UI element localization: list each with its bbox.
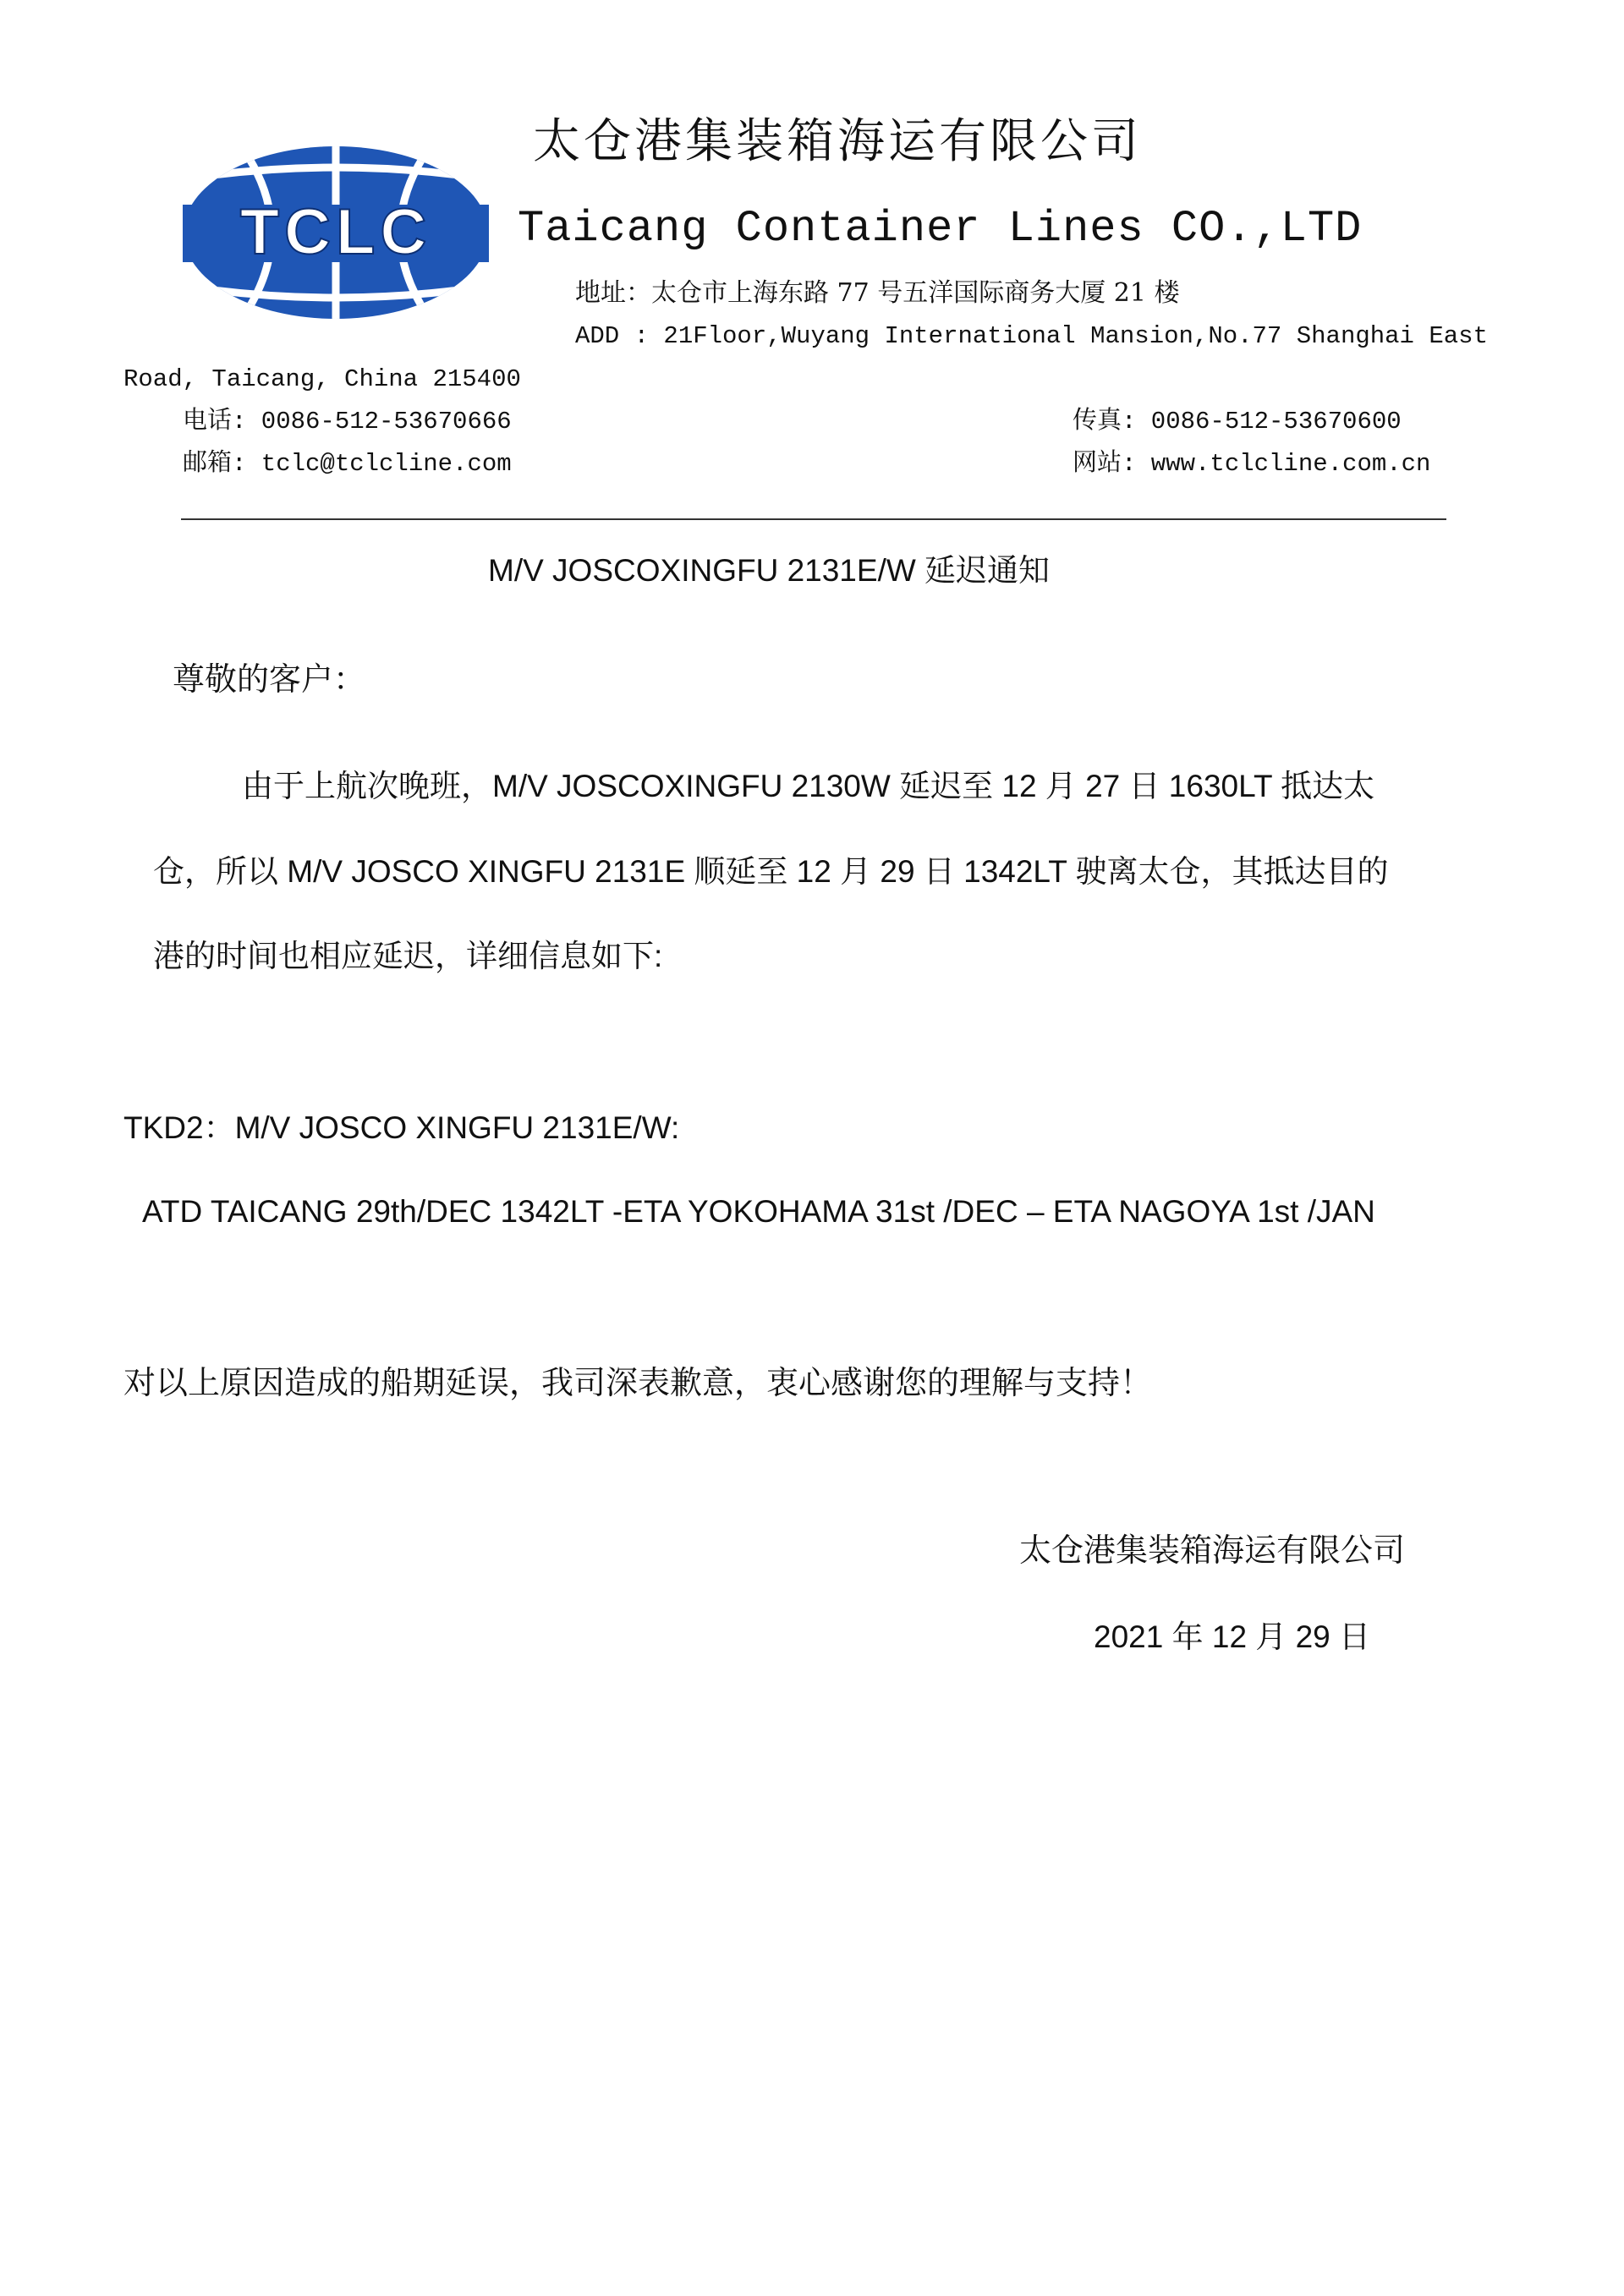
greeting: 尊敬的客户：: [173, 662, 366, 698]
paragraph-line-1: 由于上航次晚班，M/V JOSCOXINGFU 2130W 延迟至 12 月 27 日 1630LT 抵达太: [242, 769, 1375, 803]
address-en-line2: Road, Taicang, China 215400: [123, 365, 521, 393]
company-name-en: Taicang Container Lines CO.,LTD: [518, 204, 1363, 254]
telephone: 电话: 0086-512-53670666: [183, 408, 512, 436]
paragraph-line-2: 仓，所以 M/V JOSCO XINGFU 2131E 顺延至 12 月 29 日 1342LT 驶离太仓，其抵达目的: [153, 854, 1389, 889]
closing-text: 对以上原因造成的船期延误，我司深表歉意，衷心感谢您的理解与支持！: [123, 1366, 1153, 1401]
header-divider: [181, 518, 1446, 520]
address-cn: 地址：太仓市上海东路 77 号五洋国际商务大厦 21 楼: [575, 278, 1180, 308]
fax: 传真: 0086-512-53670600: [1073, 408, 1402, 436]
notice-title: M/V JOSCOXINGFU 2131E/W 延迟通知: [488, 553, 1051, 588]
website: 网站: www.tclcline.com.cn: [1073, 450, 1431, 478]
company-name-cn: 太仓港集装箱海运有限公司: [533, 114, 1142, 169]
service-line: TKD2：M/V JOSCO XINGFU 2131E/W:: [123, 1110, 680, 1145]
schedule-line: ATD TAICANG 29th/DEC 1342LT -ETA YOKOHAMA 31st /DEC – ETA NAGOYA 1st /JAN: [142, 1194, 1375, 1229]
tclc-logo: [183, 145, 489, 321]
logo-lettering: TCLC: [239, 196, 432, 268]
signature: 太仓港集装箱海运有限公司: [1019, 1533, 1406, 1569]
address-en-line1: ADD : 21Floor,Wuyang International Mansion,No.77 Shanghai East: [575, 322, 1488, 350]
paragraph-line-3: 港的时间也相应延迟，详细信息如下:: [153, 939, 663, 973]
date: 2021 年 12 月 29 日: [1094, 1619, 1371, 1654]
email: 邮箱: tclc@tclcline.com: [183, 450, 512, 478]
